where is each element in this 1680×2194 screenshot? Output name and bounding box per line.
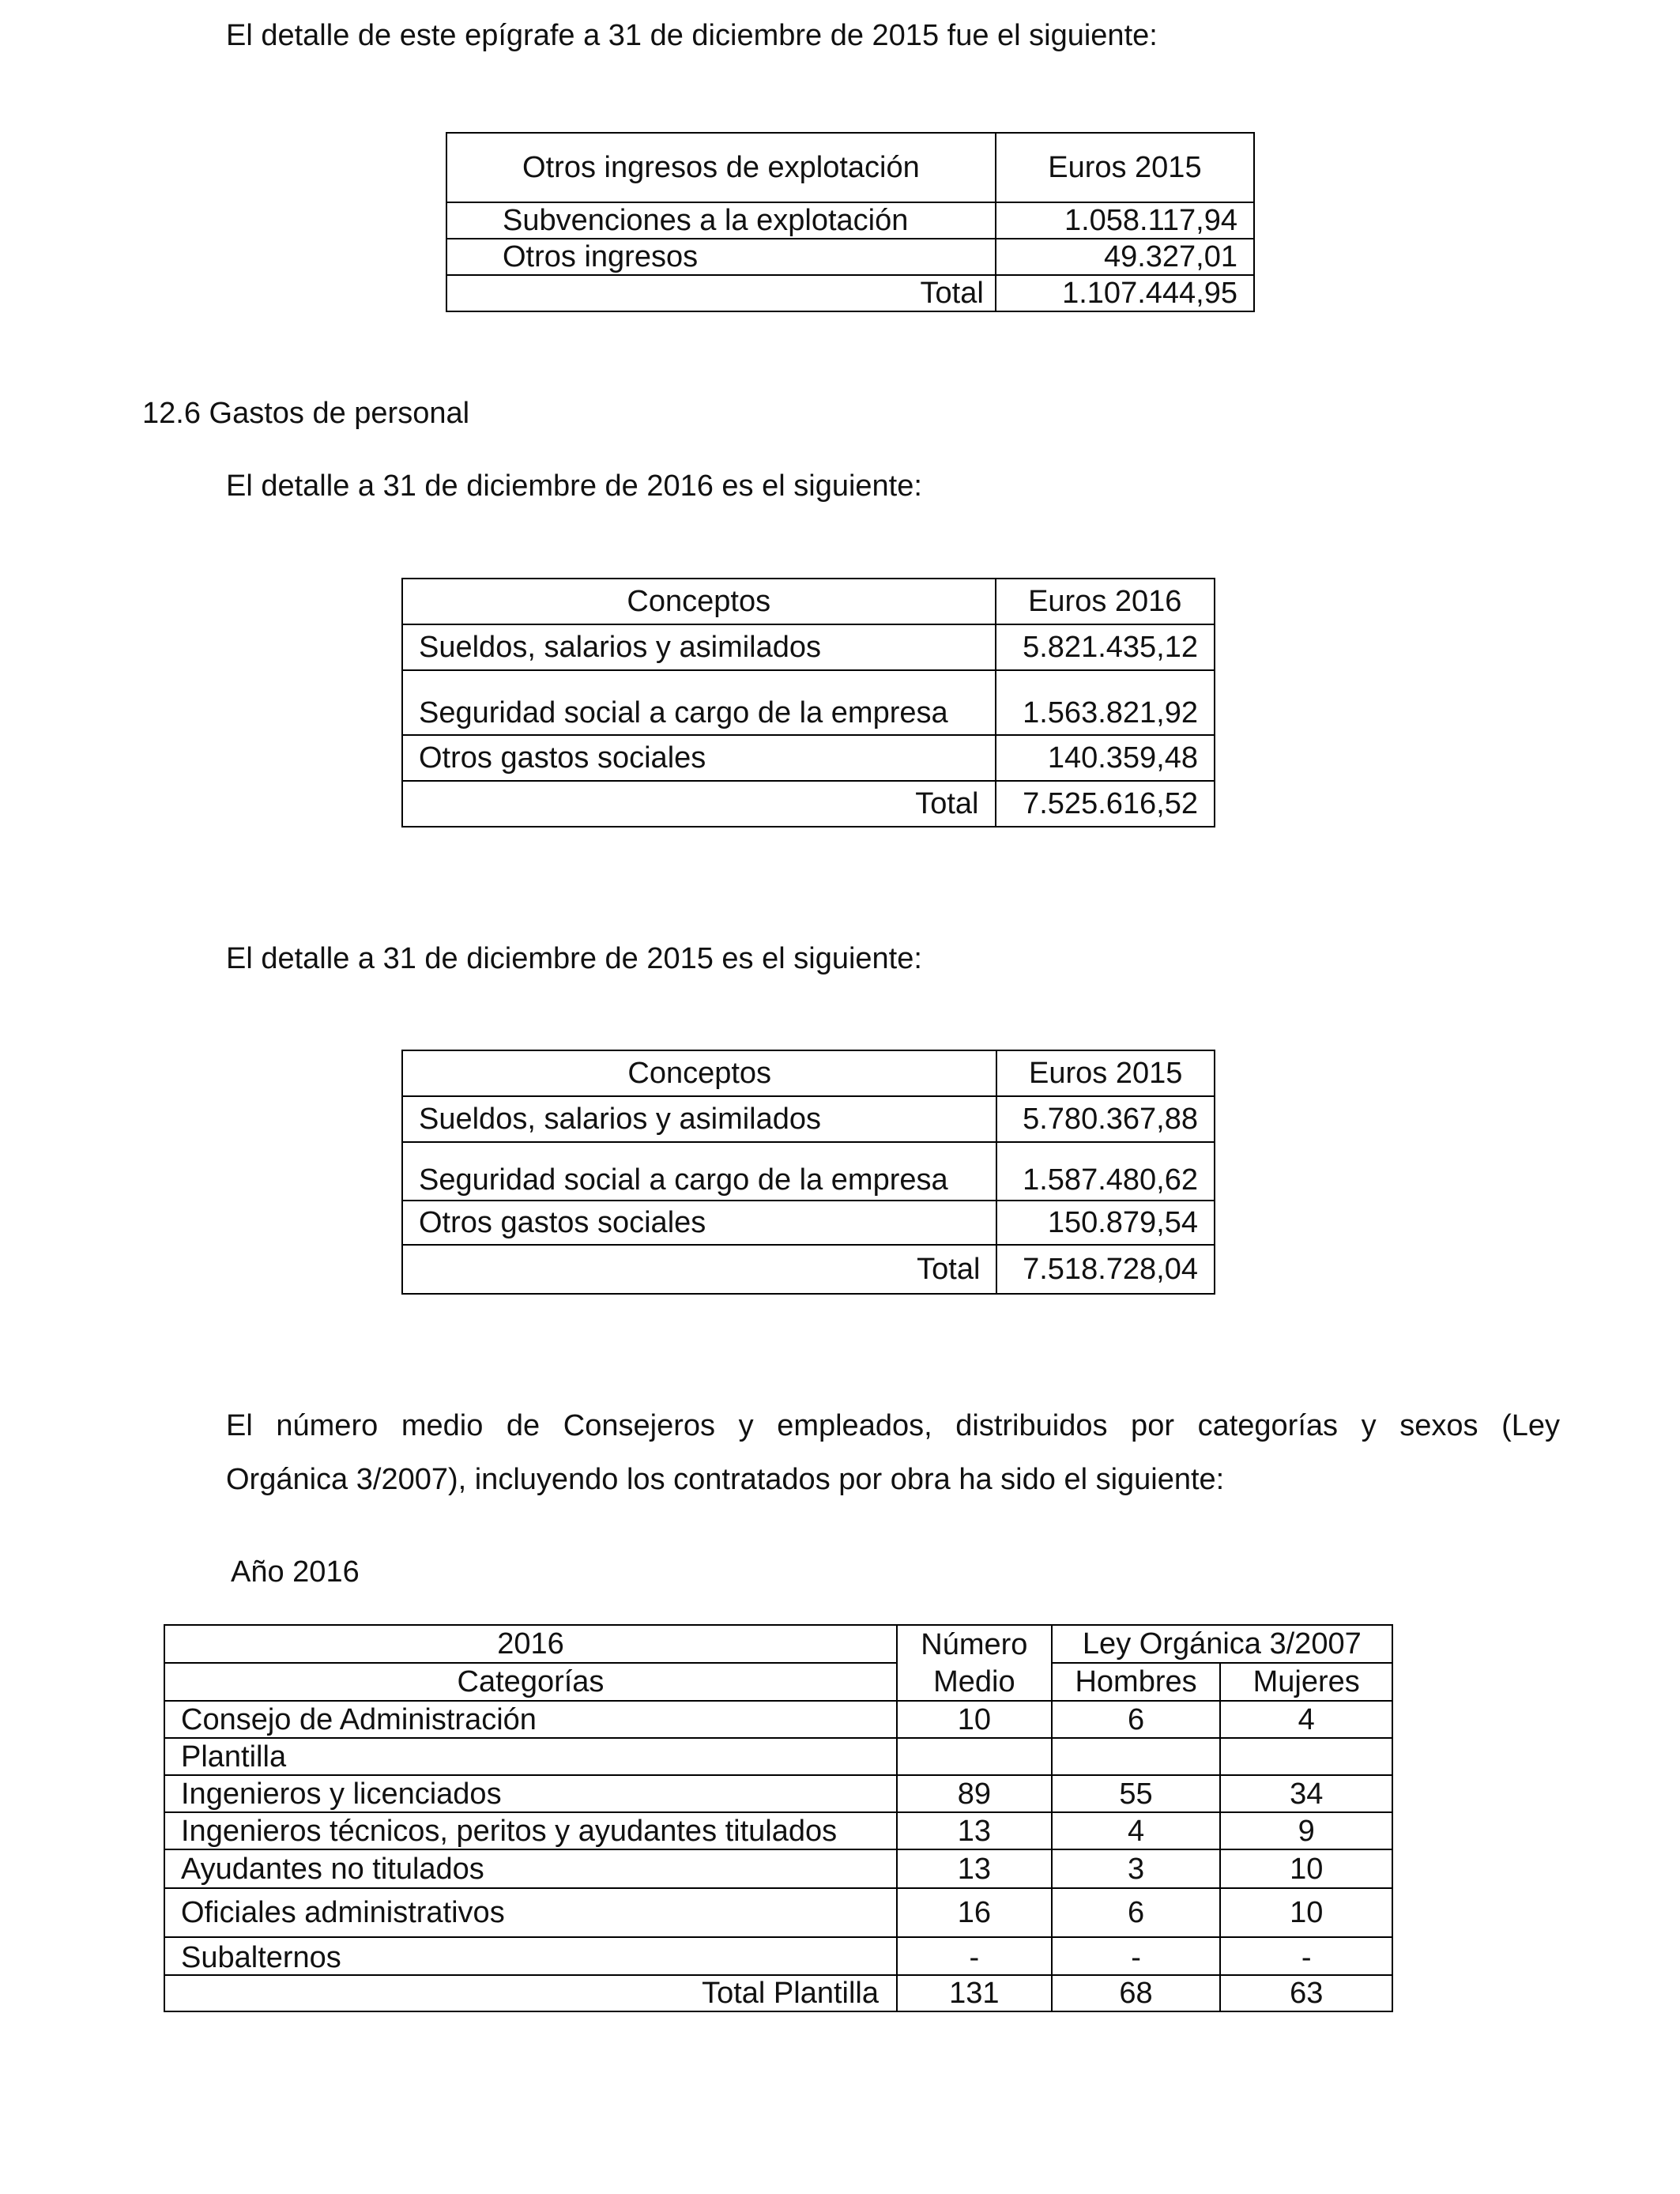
year-label: Año 2016 <box>231 1555 360 1589</box>
table-cell: 4 <box>1052 1812 1221 1849</box>
header-medio: Medio <box>897 1663 1052 1701</box>
gastos-personal-2015-table <box>401 1050 1215 1295</box>
table-header-row <box>446 133 1254 202</box>
table-cell: Consejo de Administración <box>164 1701 897 1738</box>
table-cell: 1.058.117,94 <box>996 202 1254 239</box>
table-header-row <box>164 1625 1392 1663</box>
table-header-row <box>402 579 1215 624</box>
table-header-row <box>164 1663 1392 1701</box>
header-hombres: Hombres <box>1052 1663 1221 1701</box>
table-cell: Oficiales administrativos <box>164 1888 897 1937</box>
total-label: Total <box>402 781 996 827</box>
header-categories: Categorías <box>164 1663 897 1701</box>
intro-2015b-text: El detalle a 31 de diciembre de 2015 es el siguiente: <box>226 942 922 975</box>
table-cell: 1.563.821,92 <box>996 670 1215 735</box>
table-cell: 150.879,54 <box>996 1201 1215 1245</box>
table-row <box>402 624 1215 670</box>
table-header-cell: Euros 2015 <box>996 133 1254 202</box>
table-header-row <box>402 1050 1215 1096</box>
table-cell: Ayudantes no titulados <box>164 1849 897 1888</box>
total-label: Total <box>402 1245 996 1294</box>
intro-2015-text: El detalle de este epígrafe a 31 de diciembre de 2015 fue el siguiente: <box>226 19 1158 52</box>
section-heading: 12.6 Gastos de personal <box>142 397 470 430</box>
table-row <box>164 1888 1392 1937</box>
intro-2016-text: El detalle a 31 de diciembre de 2016 es el siguiente: <box>226 469 922 503</box>
table-cell: 89 <box>897 1775 1052 1812</box>
table-cell: Sueldos, salarios y asimilados <box>402 624 996 670</box>
table-total-row <box>402 781 1215 827</box>
table-cell: - <box>897 1937 1052 1975</box>
table-header-cell: Conceptos <box>402 579 996 624</box>
table-cell: 5.821.435,12 <box>996 624 1215 670</box>
total-value: 1.107.444,95 <box>996 275 1254 311</box>
table-header-cell: Otros ingresos de explotación <box>446 133 996 202</box>
table-header-cell: Conceptos <box>402 1050 996 1096</box>
table-cell: Otros ingresos <box>446 239 996 275</box>
total-value: 7.518.728,04 <box>996 1245 1215 1294</box>
table-total-row <box>164 1975 1392 2011</box>
table-cell: Otros gastos sociales <box>402 735 996 781</box>
table-cell: Seguridad social a cargo de la empresa <box>402 670 996 735</box>
table-cell: 49.327,01 <box>996 239 1254 275</box>
table-row <box>164 1775 1392 1812</box>
table-cell: 16 <box>897 1888 1052 1937</box>
total-value: 63 <box>1220 1975 1392 2011</box>
table-cell <box>897 1738 1052 1775</box>
table-header-cell: Euros 2015 <box>996 1050 1215 1096</box>
table-cell: 55 <box>1052 1775 1221 1812</box>
table-row <box>164 1849 1392 1888</box>
paragraph-line-1: El número medio de Consejeros y empleados, distribuidos por categorías y sexos (Ley <box>226 1409 1560 1442</box>
header-year: 2016 <box>164 1625 897 1663</box>
table-cell: Subvenciones a la explotación <box>446 202 996 239</box>
table-cell: 10 <box>1220 1849 1392 1888</box>
table-row <box>164 1812 1392 1849</box>
table-header-cell: Euros 2016 <box>996 579 1215 624</box>
header-numero: Número <box>897 1625 1052 1663</box>
header-ley: Ley Orgánica 3/2007 <box>1052 1625 1392 1663</box>
table-cell: 10 <box>1220 1888 1392 1937</box>
total-label: Total Plantilla <box>164 1975 897 2011</box>
table-cell: Seguridad social a cargo de la empresa <box>402 1142 996 1201</box>
table-cell: 13 <box>897 1849 1052 1888</box>
table-row <box>402 670 1215 735</box>
gastos-personal-2016-table <box>401 578 1215 827</box>
table-cell: - <box>1220 1937 1392 1975</box>
header-mujeres: Mujeres <box>1220 1663 1392 1701</box>
table-cell: Ingenieros y licenciados <box>164 1775 897 1812</box>
table-cell: 4 <box>1220 1701 1392 1738</box>
table-cell: 1.587.480,62 <box>996 1142 1215 1201</box>
table-cell: 3 <box>1052 1849 1221 1888</box>
table-cell: Plantilla <box>164 1738 897 1775</box>
table-cell: Sueldos, salarios y asimilados <box>402 1096 996 1142</box>
total-value: 131 <box>897 1975 1052 2011</box>
table-cell: Subalternos <box>164 1937 897 1975</box>
table-row <box>402 1201 1215 1245</box>
table-cell: 9 <box>1220 1812 1392 1849</box>
table-cell: 140.359,48 <box>996 735 1215 781</box>
table-cell: Otros gastos sociales <box>402 1201 996 1245</box>
total-value: 68 <box>1052 1975 1221 2011</box>
paragraph-line-2: Orgánica 3/2007), incluyendo los contratados por obra ha sido el siguiente: <box>226 1463 1225 1496</box>
table-row <box>446 202 1254 239</box>
table-cell: - <box>1052 1937 1221 1975</box>
table-cell: 13 <box>897 1812 1052 1849</box>
table-cell: 6 <box>1052 1888 1221 1937</box>
table-cell <box>1052 1738 1221 1775</box>
empleados-table <box>164 1624 1393 2012</box>
table-row <box>164 1738 1392 1775</box>
table-row <box>164 1937 1392 1975</box>
total-label: Total <box>446 275 996 311</box>
table-row <box>164 1701 1392 1738</box>
table-cell: 34 <box>1220 1775 1392 1812</box>
table-cell: 6 <box>1052 1701 1221 1738</box>
table-cell: 10 <box>897 1701 1052 1738</box>
table-row <box>402 1142 1215 1201</box>
table-cell <box>1220 1738 1392 1775</box>
table-total-row <box>446 275 1254 311</box>
table-cell: Ingenieros técnicos, peritos y ayudantes titulados <box>164 1812 897 1849</box>
total-value: 7.525.616,52 <box>996 781 1215 827</box>
table-row <box>446 239 1254 275</box>
table-cell: 5.780.367,88 <box>996 1096 1215 1142</box>
table-row <box>402 1096 1215 1142</box>
otros-ingresos-table <box>446 132 1255 312</box>
table-total-row <box>402 1245 1215 1294</box>
table-row <box>402 735 1215 781</box>
